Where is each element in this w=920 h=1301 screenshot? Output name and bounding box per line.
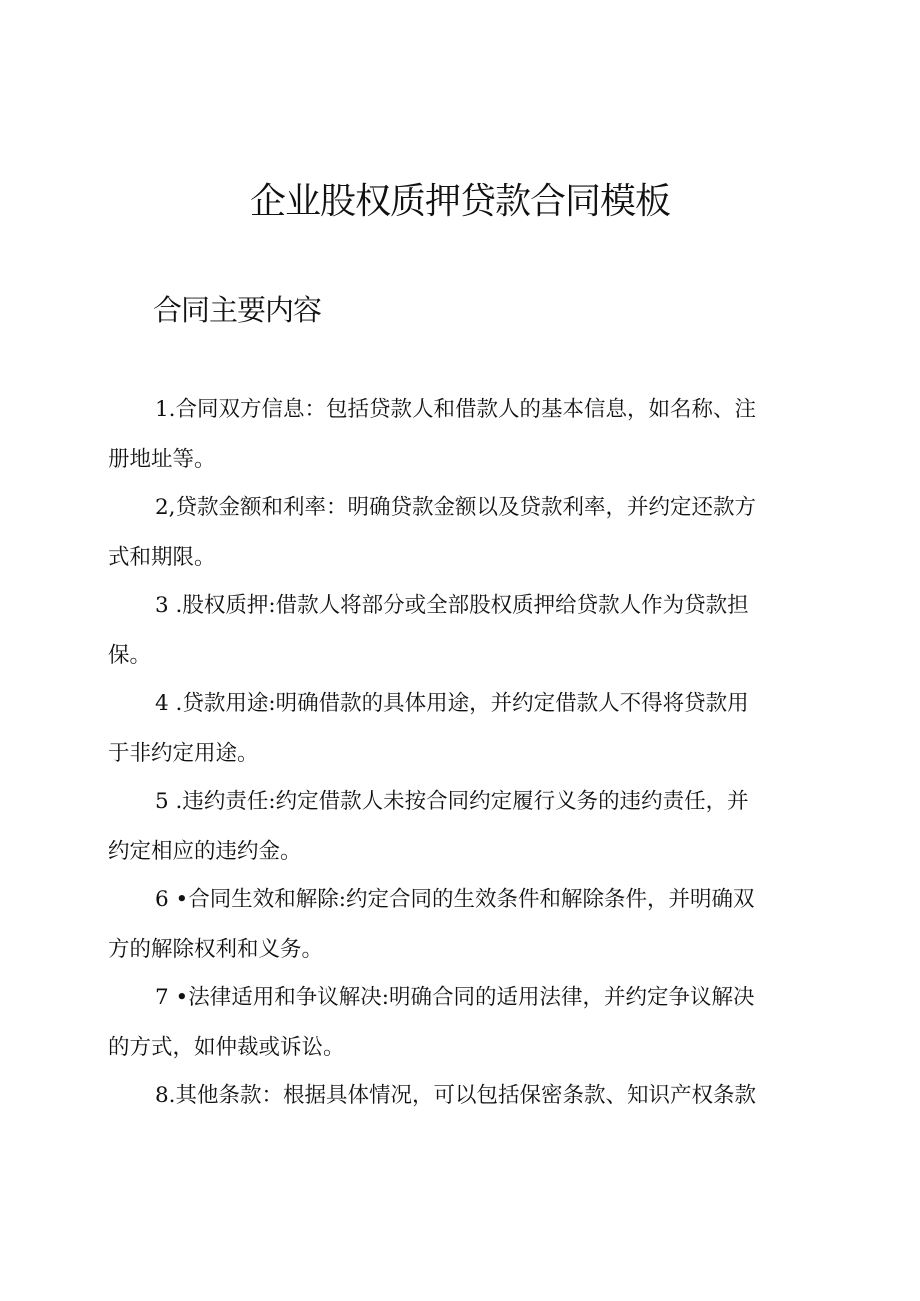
clause-item-8-line-1: 8.其他条款：根据具体情况，可以包括保密条款、知识产权条款 [155, 1083, 757, 1108]
clause-item-7-line-2: 的方式，如仲裁或诉讼。 [108, 1035, 345, 1060]
clause-item-5-line-1: 5 .违约责任:约定借款人未按合同约定履行义务的违约责任，并 [155, 789, 749, 814]
section-heading: 合同主要内容 [153, 293, 322, 327]
clause-item-2-line-1: 2,贷款金额和利率：明确贷款金额以及贷款利率，并约定还款方 [155, 495, 757, 520]
clause-item-4-line-2: 于非约定用途。 [108, 741, 259, 766]
clause-item-8 [108, 1071, 808, 1121]
clause-item-2 [108, 483, 808, 583]
clause-item-4-line-1: 4 .贷款用途:明确借款的具体用途，并约定借款人不得将贷款用 [155, 691, 749, 716]
clause-item-1 [108, 385, 808, 485]
clause-item-4 [108, 679, 808, 779]
clause-item-6 [108, 875, 808, 975]
clause-item-5-line-2: 约定相应的违约金。 [108, 839, 302, 864]
clause-item-3 [108, 581, 808, 681]
clause-item-6-line-2: 方的解除权利和义务。 [108, 937, 324, 962]
document-title: 企业股权质押贷款合同模板 [249, 181, 670, 222]
clause-item-2-line-2: 式和期限。 [108, 545, 216, 570]
clause-item-1-line-2: 册地址等。 [108, 447, 216, 472]
clause-item-3-line-1: 3 .股权质押:借款人将部分或全部股权质押给贷款人作为贷款担 [155, 593, 749, 618]
clause-item-7 [108, 973, 808, 1073]
clause-item-3-line-2: 保。 [108, 643, 152, 668]
clause-item-7-line-1: 7 •法律适用和争议解决:明确合同的适用法律，并约定争议解决 [155, 985, 755, 1010]
clause-item-5 [108, 777, 808, 877]
clause-item-6-line-1: 6 •合同生效和解除:约定合同的生效条件和解除条件，并明确双 [155, 887, 755, 912]
clause-item-1-line-1: 1.合同双方信息：包括贷款人和借款人的基本信息，如名称、注 [155, 397, 757, 422]
